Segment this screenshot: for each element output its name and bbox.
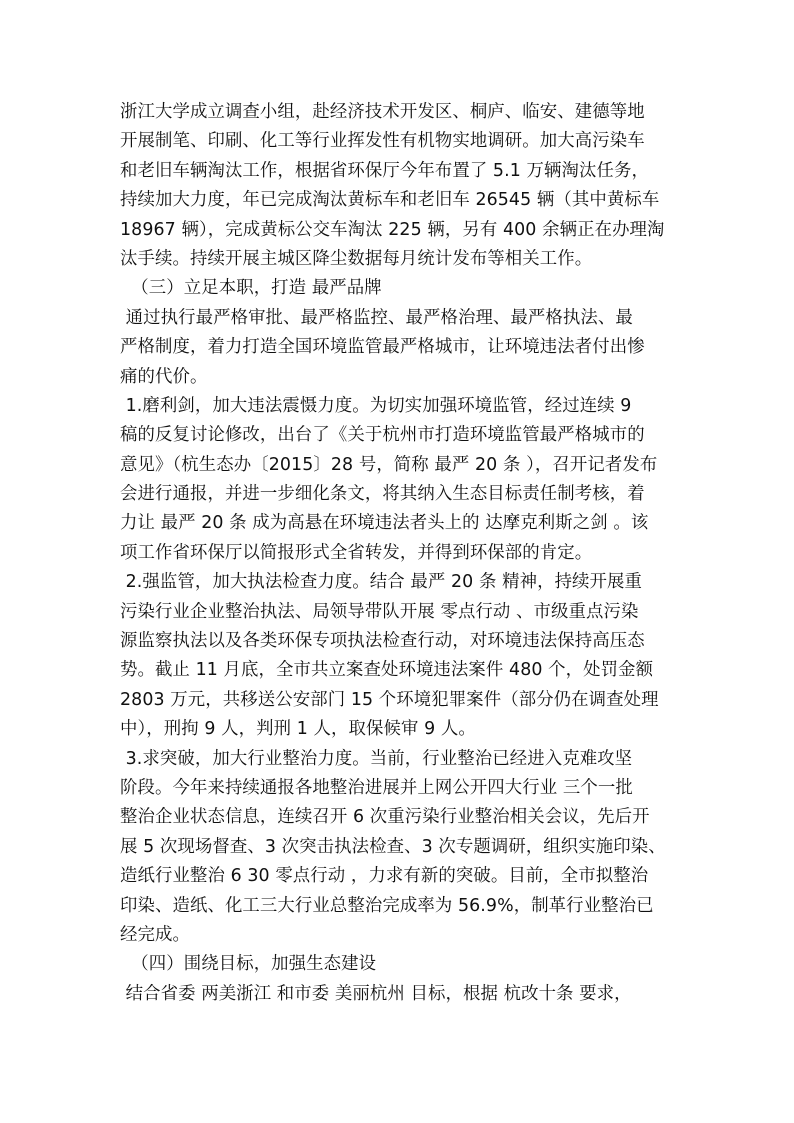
text-line: 项工作省环保厅以简报形式全省转发，并得到环保部的肯定。 — [120, 542, 593, 563]
text-line: 意见》（杭生态办〔2015〕28 号，简称 最严 20 条 ），召开记者发布 — [120, 454, 658, 475]
text-line: 污染行业企业整治执法、局领导带队开展 零点行动 、市级重点污染 — [120, 601, 639, 622]
text-line: 严格制度，着力打造全国环境监管最严格城市，让环境违法者付出惨 — [120, 337, 645, 358]
text-line: 势。截止 11 月底，全市共立案查处环境违法案件 480 个，处罚金额 — [120, 660, 654, 681]
text-line: 结合省委 两美浙江 和市委 美丽杭州 目标，根据 杭改十条 要求， — [120, 983, 632, 1004]
section-heading: （三）立足本职，打造 最严品牌 — [120, 278, 382, 299]
text-line: 2.强监管，加大执法检查力度。结合 最严 20 条 精神，持续开展重 — [120, 572, 643, 593]
text-line: 通过执行最严格审批、最严格监控、最严格治理、最严格执法、最 — [120, 307, 633, 328]
text-line: 开展制笔、印刷、化工等行业挥发性有机物实地调研。加大高污染车 — [120, 131, 645, 152]
text-line: 2803 万元，共移送公安部门 15 个环境犯罪案件（部分仍在调查处理 — [120, 689, 659, 710]
text-line: 源监察执法以及各类环保专项执法检查行动，对环境违法保持高压态 — [120, 631, 645, 652]
document-body — [120, 98, 680, 1009]
text-line: 痛的代价。 — [120, 366, 208, 387]
text-line: 3.求突破，加大行业整治力度。当前，行业整治已经进入克难攻坚 — [120, 748, 633, 769]
text-line: 力让 最严 20 条 成为高悬在环境违法者头上的 达摩克利斯之剑 。该 — [120, 513, 649, 534]
text-line: 汰手续。持续开展主城区降尘数据每月统计发布等相关工作。 — [120, 248, 593, 269]
text-line: 持续加大力度，年已完成淘汰黄标车和老旧车 26545 辆（其中黄标车 — [120, 190, 660, 211]
section-heading: （四）围绕目标，加强生态建设 — [120, 954, 377, 975]
text-line: 会进行通报，并进一步细化条文，将其纳入生态目标责任制考核，着 — [120, 484, 645, 505]
text-line: 印染、造纸、化工三大行业总整治完成率为 56.9%，制革行业整治已 — [120, 895, 654, 916]
text-line: 中），刑拘 9 人，判刑 1 人，取保候审 9 人。 — [120, 719, 476, 740]
text-line: 阶段。今年来持续通报各地整治进展并上网公开四大行业 三个一批 — [120, 777, 633, 798]
text-line: 整治企业状态信息，连续召开 6 次重污染行业整治相关会议，先后开 — [120, 807, 650, 828]
text-line: 1.磨利剑，加大违法震慑力度。为切实加强环境监管，经过连续 9 — [120, 395, 632, 416]
text-line: 稿的反复讨论修改，出台了《关于杭州市打造环境监管最严格城市的 — [120, 425, 645, 446]
text-line: 和老旧车辆淘汰工作，根据省环保厅今年布置了 5.1 万辆淘汰任务， — [120, 160, 649, 181]
text-line: 18967 辆），完成黄标公交车淘汰 225 辆，另有 400 余辆正在办理淘 — [120, 219, 665, 240]
text-line: 经完成。 — [120, 924, 190, 945]
text-line: 浙江大学成立调查小组，赴经济技术开发区、桐庐、临安、建德等地 — [120, 102, 645, 122]
text-line: 展 5 次现场督查、3 次突击执法检查、3 次专题调研，组织实施印染、 — [120, 836, 666, 857]
text-line: 造纸行业整治 6 30 零点行动 ，力求有新的突破。目前，全市拟整治 — [120, 866, 649, 887]
